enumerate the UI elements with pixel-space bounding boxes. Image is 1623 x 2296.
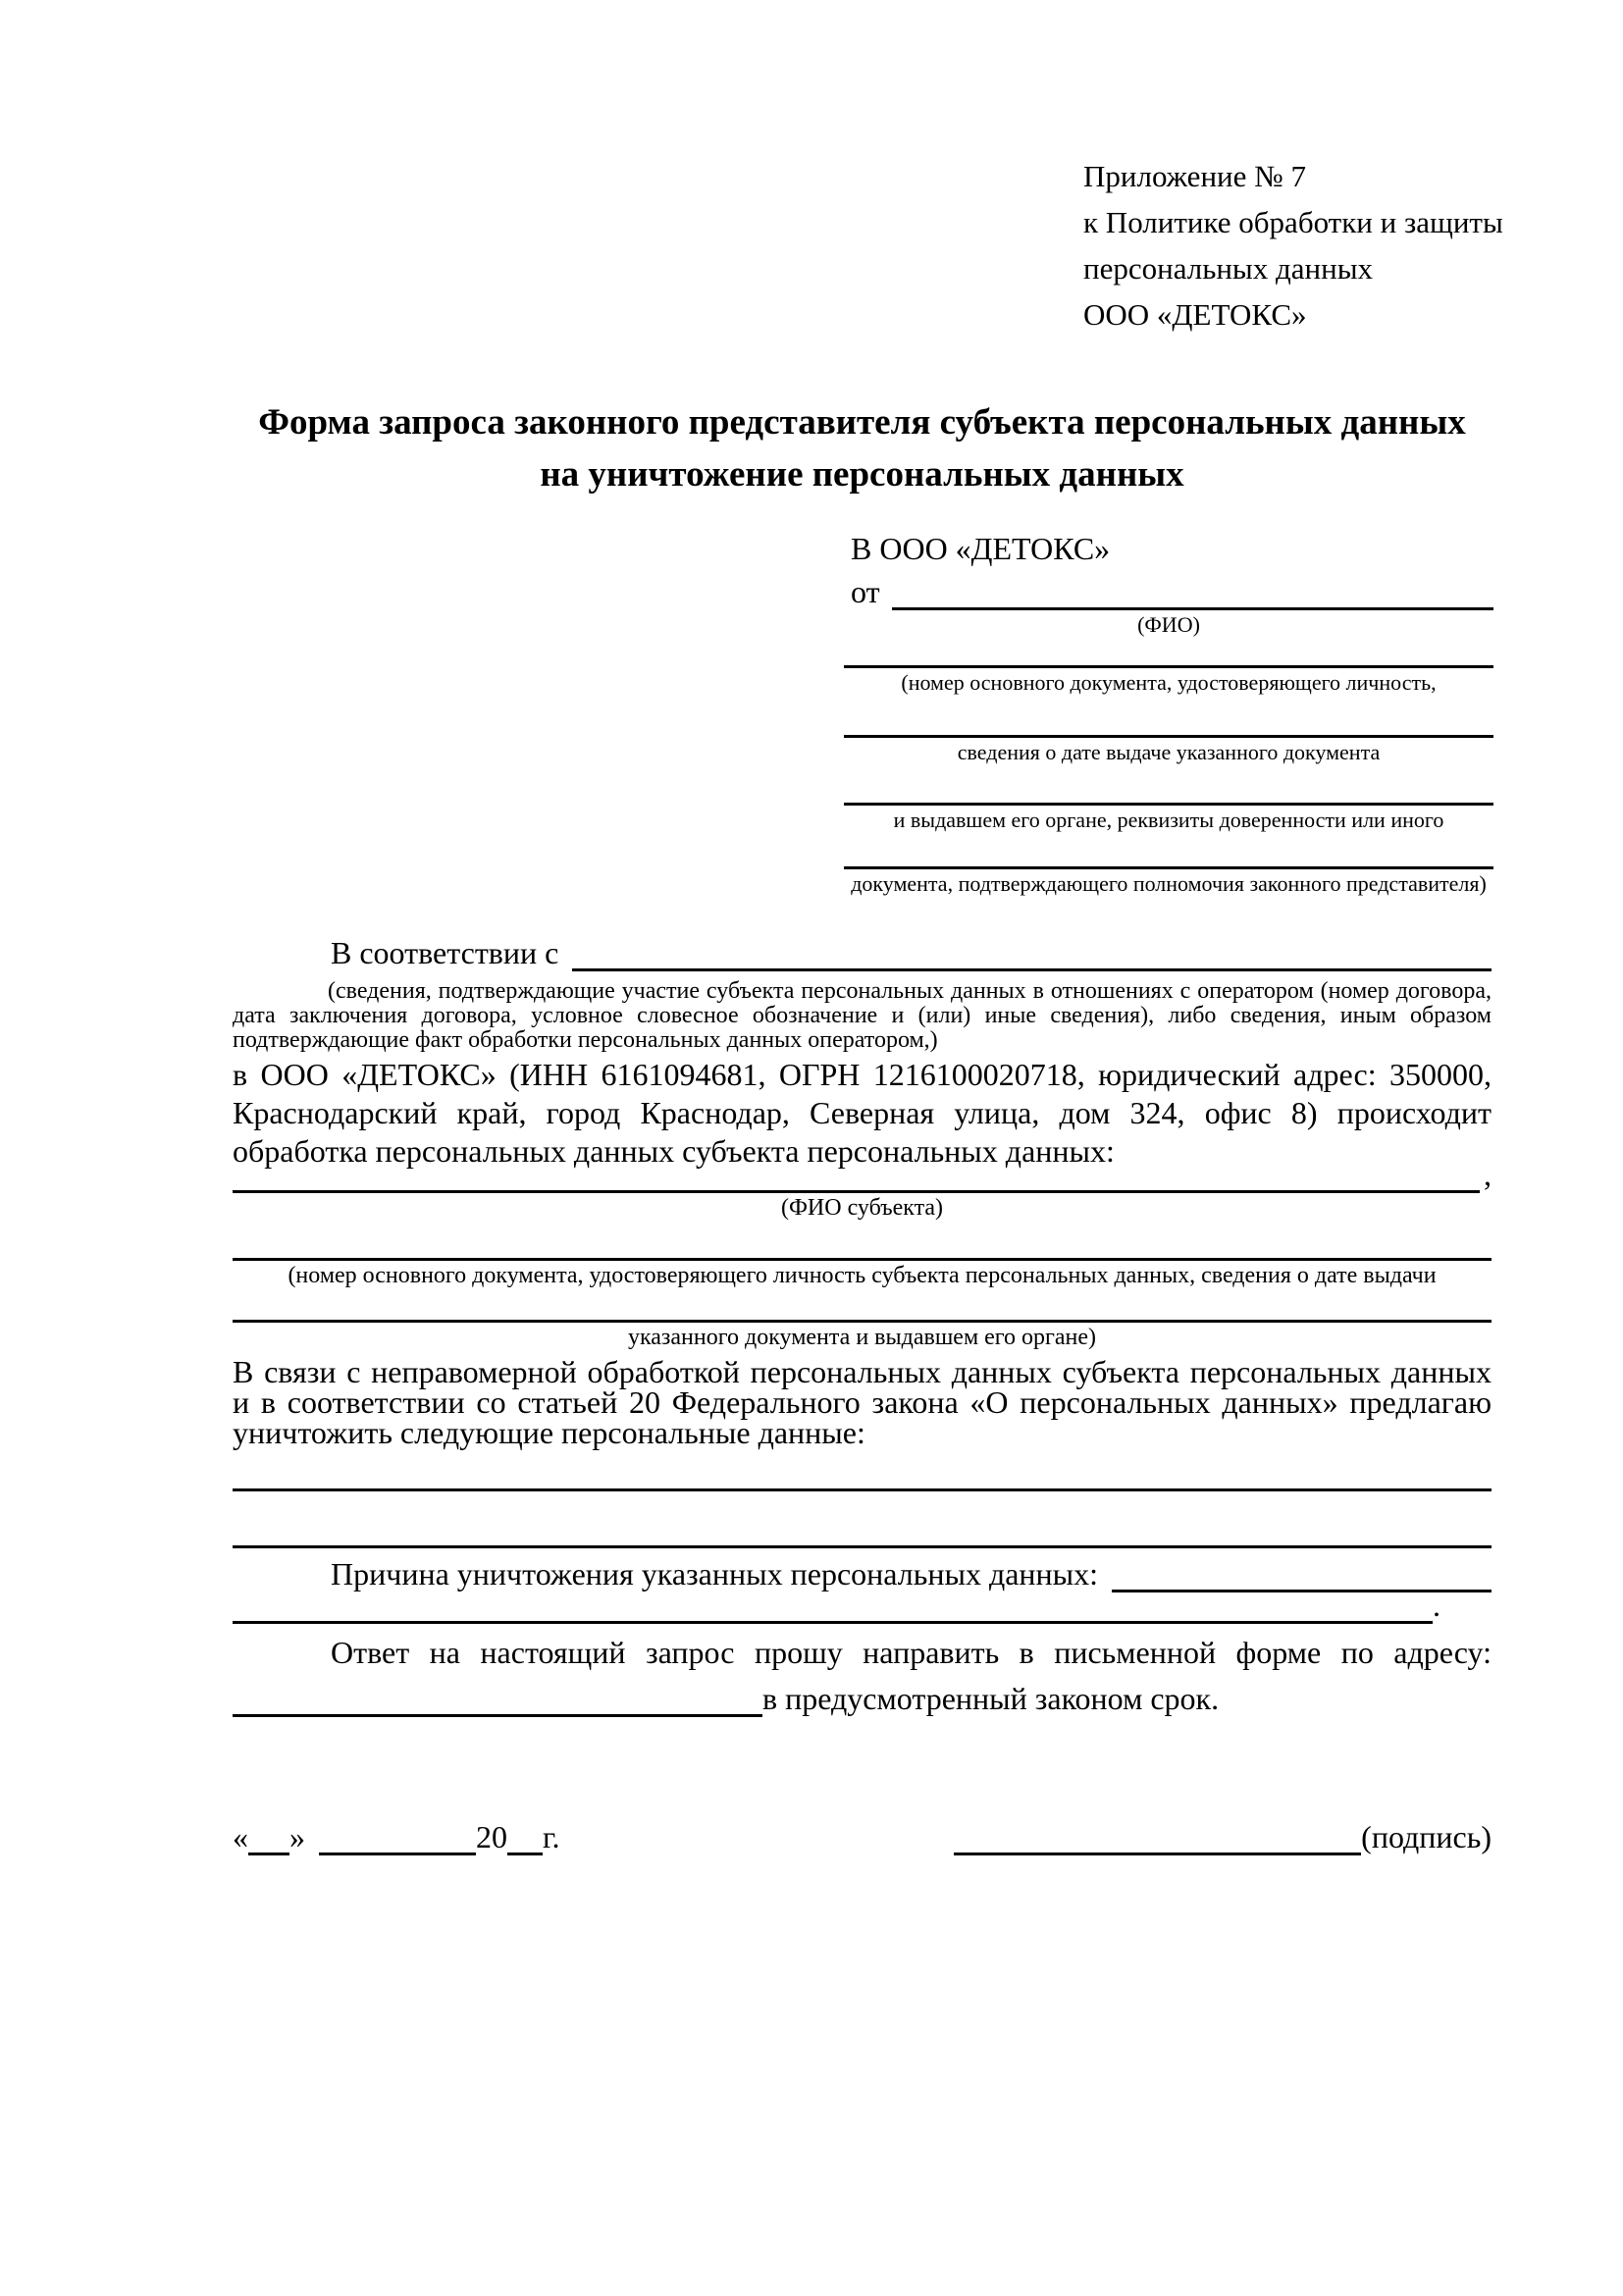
appendix-header-line: к Политике обработки и защиты bbox=[1083, 205, 1503, 239]
accordance-row bbox=[233, 930, 1492, 971]
appendix-header-line: персональных данных bbox=[1083, 251, 1374, 286]
reply-tail-text: в предусмотренный законом срок. bbox=[762, 1681, 1220, 1716]
date-open-quote: « bbox=[233, 1819, 248, 1854]
accordance-note: (сведения, подтверждающие участие субъекта персональных данных в отношениях с оператором (номер договора, дата заключения договора, условное словесное обозначение и (или) иные сведения), либо сведения, иным образом подтверждающие факт обработки персональных данных оператором,) bbox=[233, 978, 1492, 1053]
subject-fio-caption: (ФИО субъекта) bbox=[780, 1195, 944, 1221]
data-blank-line-2 bbox=[233, 1491, 1492, 1548]
operator-paragraph: в ООО «ДЕТОКС» (ИНН 6161094681, ОГРН 1216100020718, юридический адрес: 350000, Краснодарский край, город Краснодар, Северная улица, дом 324, офис 8) происходит обработка персональных данных субъекта персональных данных: bbox=[233, 1057, 1492, 1169]
rep-doc-blank-line-1 bbox=[844, 640, 1493, 668]
date-day-line bbox=[248, 1819, 289, 1855]
subject-fio-comma: , bbox=[1484, 1157, 1492, 1192]
date-group bbox=[233, 1819, 560, 1855]
rep-doc-caption-3: и выдавшем его органе, реквизиты доверенности или иного bbox=[893, 808, 1444, 832]
subject-fio-row bbox=[233, 1157, 1492, 1193]
reply-address-line bbox=[233, 1714, 762, 1717]
date-signature-row bbox=[233, 1810, 1492, 1855]
date-close-quote: » bbox=[289, 1819, 305, 1854]
form-body bbox=[233, 930, 1492, 1717]
reason-continuation-row bbox=[233, 1588, 1492, 1624]
subject-doc-caption-1: (номер основного документа, удостоверяющего личность субъекта персональных данных, сведения о дате выдачи bbox=[288, 1263, 1437, 1288]
reason-label: Причина уничтожения указанных персональных данных: bbox=[331, 1556, 1099, 1592]
reply-address-row bbox=[233, 1682, 1492, 1717]
signature-line bbox=[954, 1819, 1361, 1855]
accordance-label: В соответствии с bbox=[331, 935, 559, 970]
reason-row bbox=[233, 1548, 1492, 1592]
rep-doc-blank-line-2 bbox=[844, 698, 1493, 738]
date-month-line bbox=[319, 1819, 476, 1855]
subject-doc-caption-2: указанного документа и выдавшем его органе) bbox=[627, 1325, 1097, 1350]
form-title-line-2: на уничтожение персональных данных bbox=[540, 454, 1184, 495]
signature-caption: (подпись) bbox=[1361, 1819, 1492, 1854]
addressee-to: В ООО «ДЕТОКС» bbox=[851, 531, 1111, 566]
subject-doc-blank-line-1 bbox=[233, 1223, 1492, 1261]
rep-doc-blank-line-3 bbox=[844, 767, 1493, 806]
form-title bbox=[233, 396, 1492, 500]
rep-doc-blank-line-4 bbox=[844, 835, 1493, 869]
signature-group bbox=[954, 1819, 1492, 1855]
date-year-suffix: г. bbox=[543, 1819, 560, 1854]
from-row bbox=[844, 569, 1493, 610]
rep-doc-caption-4: документа, подтверждающего полномочия законного представителя) bbox=[851, 871, 1487, 896]
from-label: от bbox=[851, 574, 880, 609]
reply-paragraph: Ответ на настоящий запрос прошу направить в письменной форме по адресу: bbox=[331, 1635, 1492, 1670]
appendix-header-line: Приложение № 7 bbox=[1083, 159, 1306, 193]
data-blank-line-1 bbox=[233, 1448, 1492, 1491]
date-year-line bbox=[507, 1819, 543, 1855]
addressee-block bbox=[844, 528, 1493, 899]
period-mark: . bbox=[1433, 1588, 1440, 1623]
accordance-fill-line bbox=[572, 968, 1492, 971]
demand-paragraph: В связи с неправомерной обработкой персональных данных субъекта персональных данных и в соответствии со статьей 20 Федерального закона «О персональных данных» предлагаю уничтожить следующие персональные данные: bbox=[233, 1354, 1492, 1450]
appendix-header bbox=[1083, 153, 1535, 338]
form-title-line-1: Форма запроса законного представителя субъекта персональных данных bbox=[258, 402, 1466, 443]
rep-doc-caption-1: (номер основного документа, удостоверяющего личность, bbox=[901, 670, 1437, 695]
date-year-prefix: 20 bbox=[476, 1819, 507, 1854]
fio-caption: (ФИО) bbox=[1137, 612, 1200, 637]
rep-doc-caption-2: сведения о дате выдаче указанного документа bbox=[957, 740, 1381, 764]
reason-continuation-line bbox=[233, 1621, 1433, 1624]
subject-doc-blank-line-2 bbox=[233, 1290, 1492, 1323]
appendix-header-line: ООО «ДЕТОКС» bbox=[1083, 297, 1307, 332]
